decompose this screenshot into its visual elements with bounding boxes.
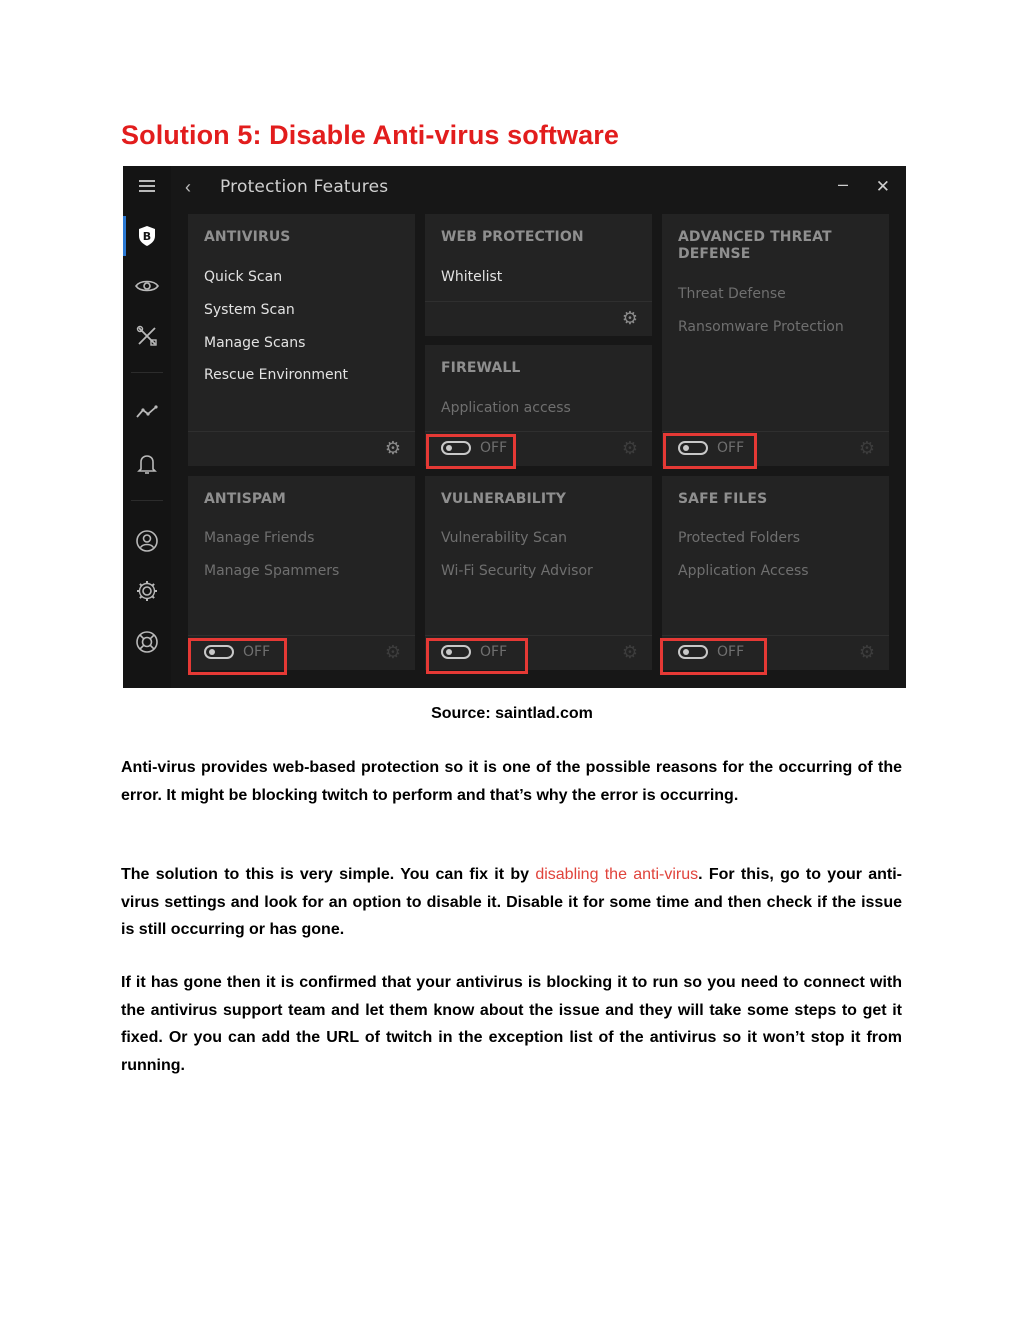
bell-icon[interactable] bbox=[123, 444, 171, 484]
disable-antivirus-link[interactable]: disabling the anti-virus bbox=[535, 866, 699, 883]
rail-divider bbox=[131, 500, 163, 501]
vulnerability-scan-link[interactable]: Vulnerability Scan bbox=[441, 530, 568, 546]
settings-gear-icon[interactable]: ⚙ bbox=[384, 438, 401, 458]
svg-text:B: B bbox=[142, 230, 152, 243]
card-title: ANTIVIRUS bbox=[204, 229, 291, 245]
manage-friends-link[interactable]: Manage Friends bbox=[204, 530, 315, 546]
paragraph-2-text: . For this, go to your anti-virus settings and look for an option to disable it. Disable it for some time and then check if the issue is still occurring or has gone. bbox=[121, 866, 903, 938]
user-circle-icon[interactable] bbox=[123, 521, 171, 561]
highlight-box bbox=[426, 638, 528, 674]
manage-spammers-link[interactable]: Manage Spammers bbox=[204, 563, 340, 579]
activity-graph-icon[interactable] bbox=[123, 392, 171, 432]
card-title: FIREWALL bbox=[441, 360, 521, 376]
advanced-threat-defense-card bbox=[662, 214, 889, 466]
protected-folders-link[interactable]: Protected Folders bbox=[678, 530, 801, 546]
application-access-link[interactable]: Application Access bbox=[678, 563, 809, 579]
rail-divider bbox=[131, 372, 163, 373]
settings-gear-icon[interactable]: ⚙ bbox=[621, 642, 638, 662]
navigation-rail bbox=[123, 166, 171, 688]
highlight-box bbox=[426, 434, 516, 469]
toggle-state-label: OFF bbox=[480, 440, 508, 456]
toggle-state-label: OFF bbox=[480, 644, 508, 660]
card-title: ADVANCED THREAT DEFENSE bbox=[678, 229, 832, 262]
paragraph-3: If it has gone then it is confirmed that your antivirus is blocking it to run so you need to connect with the antivirus support team and let them know about the issue and they will take some steps to get it fixed. Or you can add the URL of twitch in the exception list of the antivirus so it won’t stop it from running. bbox=[121, 974, 902, 1074]
system-scan-link[interactable]: System Scan bbox=[204, 302, 295, 318]
toggle-state-label: OFF bbox=[243, 644, 271, 660]
toggle-state-label: OFF bbox=[717, 644, 745, 660]
window-title: Protection Features bbox=[220, 177, 389, 197]
highlight-box bbox=[660, 638, 767, 675]
threat-defense-link[interactable]: Threat Defense bbox=[678, 286, 786, 302]
card-title: VULNERABILITY bbox=[441, 491, 567, 507]
tools-icon[interactable] bbox=[123, 316, 171, 356]
settings-gear-icon[interactable]: ⚙ bbox=[621, 438, 638, 458]
window-titlebar bbox=[171, 166, 906, 210]
manage-scans-link[interactable]: Manage Scans bbox=[204, 335, 306, 351]
card-title: SAFE FILES bbox=[678, 491, 768, 507]
protection-features-screenshot bbox=[123, 166, 906, 688]
bitdefender-shield-icon[interactable] bbox=[123, 216, 171, 256]
application-access-link[interactable]: Application access bbox=[441, 400, 571, 416]
card-title: WEB PROTECTION bbox=[441, 229, 584, 245]
wifi-security-advisor-link[interactable]: Wi-Fi Security Advisor bbox=[441, 563, 593, 579]
eye-icon[interactable] bbox=[123, 266, 171, 306]
menu-icon[interactable] bbox=[123, 166, 171, 206]
card-title: ANTISPAM bbox=[204, 491, 286, 507]
settings-gear-icon[interactable]: ⚙ bbox=[384, 642, 401, 662]
toggle-state-label: OFF bbox=[717, 440, 745, 456]
minimize-icon[interactable]: – bbox=[837, 174, 848, 194]
back-arrow-icon[interactable]: ‹ bbox=[185, 177, 191, 197]
gear-icon[interactable] bbox=[123, 571, 171, 611]
close-icon[interactable]: ✕ bbox=[875, 177, 890, 196]
highlight-box bbox=[663, 433, 757, 469]
ransomware-protection-link[interactable]: Ransomware Protection bbox=[678, 319, 844, 335]
card-footer bbox=[425, 301, 652, 336]
image-source-caption: Source: saintlad.com bbox=[431, 705, 593, 722]
settings-gear-icon[interactable]: ⚙ bbox=[858, 642, 875, 662]
paragraph-2 bbox=[121, 861, 902, 944]
quick-scan-link[interactable]: Quick Scan bbox=[204, 269, 283, 285]
page-heading: Solution 5: Disable Anti-virus software bbox=[121, 120, 619, 150]
card-footer bbox=[188, 431, 415, 466]
paragraph-2-text: The solution to this is very simple. You can fix it by bbox=[121, 866, 536, 883]
settings-gear-icon[interactable]: ⚙ bbox=[858, 438, 875, 458]
whitelist-link[interactable]: Whitelist bbox=[441, 269, 503, 285]
lifebuoy-icon[interactable] bbox=[123, 622, 171, 662]
antivirus-card bbox=[188, 214, 415, 466]
web-protection-card bbox=[425, 214, 652, 336]
rescue-environment-link[interactable]: Rescue Environment bbox=[204, 367, 349, 383]
highlight-box bbox=[188, 638, 287, 675]
settings-gear-icon[interactable]: ⚙ bbox=[621, 308, 638, 328]
paragraph-1: Anti-virus provides web-based protection so it is one of the possible reasons for the occurring of the error. It might be blocking twitch to perform and that’s why the error is occurring. bbox=[121, 759, 902, 804]
